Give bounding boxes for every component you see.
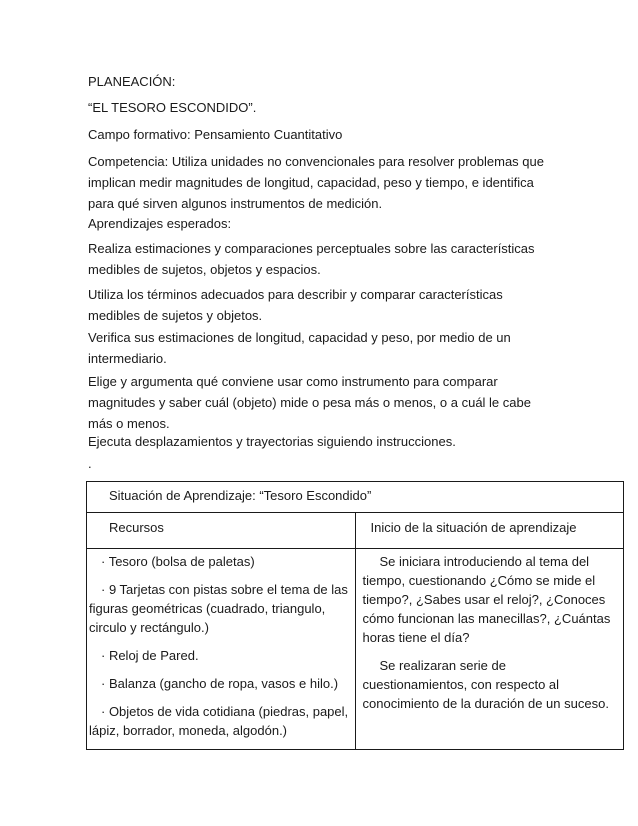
recurso-item: · Tesoro (bolsa de paletas) — [101, 554, 255, 569]
situacion-title: Situación de Aprendizaje: “Tesoro Escondido” — [109, 488, 372, 503]
inicio-header: Inicio de la situación de aprendizaje — [370, 520, 577, 535]
situacion-title-cell — [87, 482, 624, 513]
aprendizaje-item: Utiliza los términos adecuados para describir y comparar características medibles de sujetos y objetos. — [88, 287, 503, 323]
recursos-cell — [87, 549, 356, 750]
heading: PLANEACIÓN: — [88, 74, 176, 89]
recursos-header-cell — [87, 513, 356, 549]
inicio-paragraph: Se iniciara introduciendo al tema del tiempo, cuestionando ¿Cómo se mide el tiempo?, ¿Sabes usar el reloj?, ¿Conoces cómo funcionan las manecillas?, ¿Cuántas horas tiene el día? — [362, 554, 611, 645]
aprendizaje-item: Verifica sus estimaciones de longitud, capacidad y peso, por medio de un intermediario. — [88, 330, 511, 366]
trailing-dot: . — [88, 456, 92, 471]
aprendizaje-item: Realiza estimaciones y comparaciones perceptuales sobre las características medibles de sujetos, objetos y espacios. — [88, 241, 535, 277]
campo-formativo: Campo formativo: Pensamiento Cuantitativo — [88, 127, 343, 142]
aprendizajes-heading: Aprendizajes esperados: — [88, 216, 232, 231]
recurso-item: · Reloj de Pared. — [101, 648, 199, 663]
aprendizaje-item: Elige y argumenta qué conviene usar como instrumento para comparar magnitudes y saber cuál (objeto) mide o pesa más o menos, o a cuál le cabe más o menos. — [88, 374, 531, 431]
competencia: Competencia: Utiliza unidades no convencionales para resolver problemas que implican medir magnitudes de longitud, capacidad, peso y tiempo, e identifica para qué sirven algunos instrumentos de medición. — [88, 154, 544, 211]
recurso-item: · Objetos de vida cotidiana (piedras, papel, lápiz, borrador, moneda, algodón.) — [89, 704, 349, 738]
recursos-header: Recursos — [109, 520, 164, 535]
situacion-table — [86, 481, 624, 750]
inicio-paragraph: Se realizaran serie de cuestionamientos, con respecto al conocimiento de la duración de un suceso. — [362, 658, 609, 711]
recurso-item: · 9 Tarjetas con pistas sobre el tema de las figuras geométricas (cuadrado, triangulo, circulo y rectángulo.) — [89, 582, 348, 635]
document-title: “EL TESORO ESCONDIDO”. — [88, 100, 257, 115]
inicio-header-cell — [355, 513, 624, 549]
aprendizaje-item: Ejecuta desplazamientos y trayectorias siguiendo instrucciones. — [88, 434, 456, 449]
recurso-item: · Balanza (gancho de ropa, vasos e hilo.) — [101, 676, 339, 691]
inicio-cell — [355, 549, 624, 750]
